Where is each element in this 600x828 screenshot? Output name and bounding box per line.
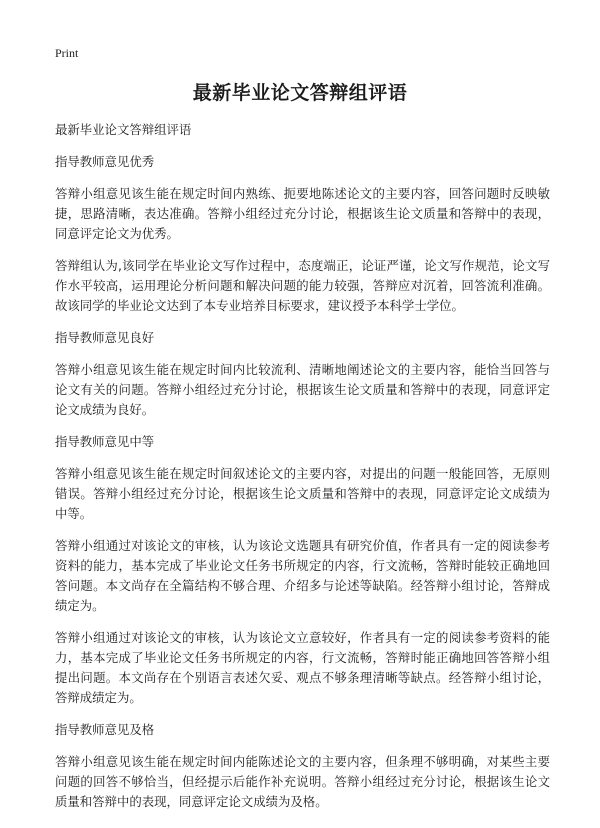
section-heading: 指导教师意见良好 xyxy=(55,330,155,345)
section-good xyxy=(55,328,550,420)
paragraph: 答辩组认为,该同学在毕业论文写作过程中，态度端正，论证严谨，论文写作规范，论文写作水平较高，运用理论分析问题和解决问题的能力较强，答辩应对沉着，回答流利准确。故该同学的毕业论文达到了本专业培养目标要求，建议授予本科学士学位。 xyxy=(55,258,550,313)
paragraph: 答辩小组通过对该论文的审核，认为该论文立意较好，作者具有一定的阅读参考资料的能力，基本完成了毕业论文任务书所规定的内容，行文流畅，答辩时能正确地回答答辩小组提出问题。本文尚存在个别语言表述欠妥、观点不够条理清晰等缺点。经答辩小组讨论，答辩成绩定为。 xyxy=(55,630,550,705)
paragraph: 答辩小组通过对该论文的审核，认为该论文选题具有研究价值，作者具有一定的阅读参考资料的能力，基本完成了毕业论文任务书所规定的内容，行文流畅，答辩时能较正确地回答问题。本文尚存在全篇结构不够合理、介绍多与论述等缺陷。经答辩小组讨论，答辩成绩定为。 xyxy=(55,538,550,613)
paragraph: 答辩小组意见该生能在规定时间叙述论文的主要内容，对提出的问题一般能回答，无原则错误。答辩小组经过充分讨论，根据该生论文质量和答辩中的表现，同意评定论文成绩为中等。 xyxy=(55,466,550,521)
section-medium xyxy=(55,432,550,708)
print-link[interactable]: Print xyxy=(55,46,79,60)
paragraph: 答辩小组意见该生能在规定时间内熟练、扼要地陈述论文的主要内容，回答问题时反映敏捷，思路清晰，表达准确。答辩小组经过充分讨论，根据该生论文质量和答辩中的表现，同意评定论文为优秀。 xyxy=(55,186,550,241)
paragraph: 答辩小组意见该生能在规定时间内比较流利、清晰地阐述论文的主要内容，能恰当回答与论文有关的问题。答辩小组经过充分讨论，根据该生论文质量和答辩中的表现，同意评定论文成绩为良好。 xyxy=(55,362,550,417)
document-title: 最新毕业论文答辩组评语 xyxy=(192,82,408,104)
section-excellent xyxy=(55,152,550,316)
paragraph: 答辩小组意见该生能在规定时间内能陈述论文的主要内容，但条理不够明确，对某些主要问题的回答不够恰当，但经提示后能作补充说明。答辩小组经过充分讨论，根据该生论文质量和答辩中的表现，同意评定论文成绩为及格。 xyxy=(55,754,550,809)
section-heading: 指导教师意见及格 xyxy=(55,722,155,737)
section-heading: 指导教师意见优秀 xyxy=(55,154,155,169)
section-heading: 指导教师意见中等 xyxy=(55,434,155,449)
document-body xyxy=(55,120,550,824)
section-pass xyxy=(55,720,550,812)
document-subtitle: 最新毕业论文答辩组评语 xyxy=(55,122,192,137)
